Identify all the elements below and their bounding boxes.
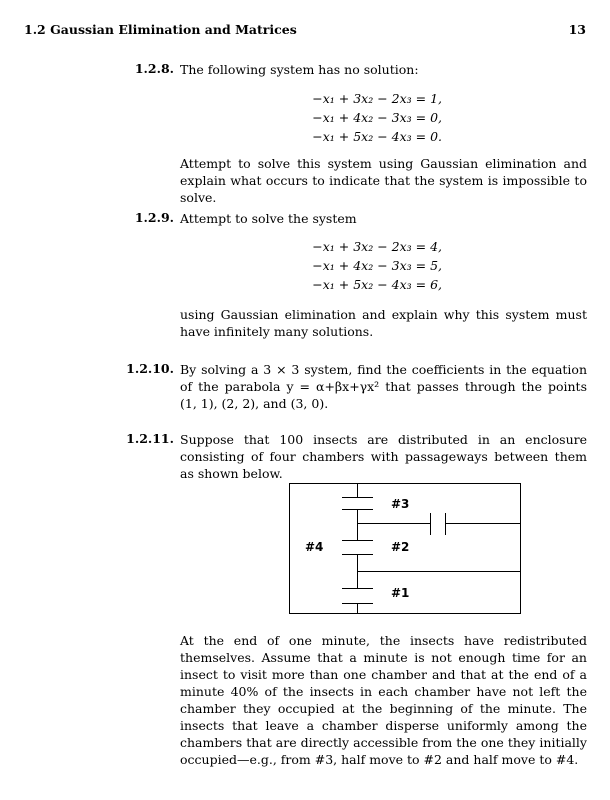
problem-text: Attempt to solve this system using Gaussian elimination and explain what occurs to indicate that the system is impossible to solve. [180,156,587,205]
problem-intro: The following system has no solution: [180,62,419,77]
problem-intro: Attempt to solve the system [180,211,357,226]
problem-text: By solving a 3 × 3 system, find the coefficients in the equation of the parabola y = α+βx+γx² that passes through the points (1, 1), (2, 2), and (3, 0). [180,362,587,411]
problem-number: 1.2.8. [134,61,174,76]
equation-row: −x₁ + 3x₂ − 2x₃ = 1, [312,91,442,106]
problem-text: using Gaussian elimination and explain why this system must have infinitely many solutions. [180,307,587,339]
problem-number: 1.2.9. [134,210,174,225]
chamber-label-1: #1 [391,586,410,600]
equation-row: −x₁ + 4x₂ − 3x₃ = 5, [312,258,442,273]
problem-number: 1.2.10. [126,361,174,376]
page-number: 13 [568,22,586,37]
equation-system-1 [312,89,442,146]
problem-text: At the end of one minute, the insects have redistributed themselves. Assume that a minute is not enough time for an insect to visit more than one chamber and that at the end of a minute 40% of the insects in each chamber have not left the chamber they occupied at the beginning of the minute. The insects that leave a chamber disperse uniformly among the chambers that are directly accessible from the one they initially occupied—e.g., from #3, half move to #2 and half move to #4. [180,633,587,767]
problem-number: 1.2.11. [126,431,174,446]
chamber-label-3: #3 [391,497,410,511]
running-head [24,22,586,40]
equation-row: −x₁ + 3x₂ − 2x₃ = 4, [312,239,442,254]
chamber-label-4: #4 [305,540,324,554]
problem-text: Suppose that 100 insects are distributed in an enclosure consisting of four chambers with passageways between them as shown below. [180,432,587,481]
equation-row: −x₁ + 5x₂ − 4x₃ = 0. [312,129,442,144]
section-title: 1.2 Gaussian Elimination and Matrices [24,22,297,37]
chamber-label-2: #2 [391,540,410,554]
equation-system-2 [312,237,442,294]
equation-row: −x₁ + 4x₂ − 3x₃ = 0, [312,110,442,125]
equation-row: −x₁ + 5x₂ − 4x₃ = 6, [312,277,442,292]
chamber-diagram [289,483,521,614]
